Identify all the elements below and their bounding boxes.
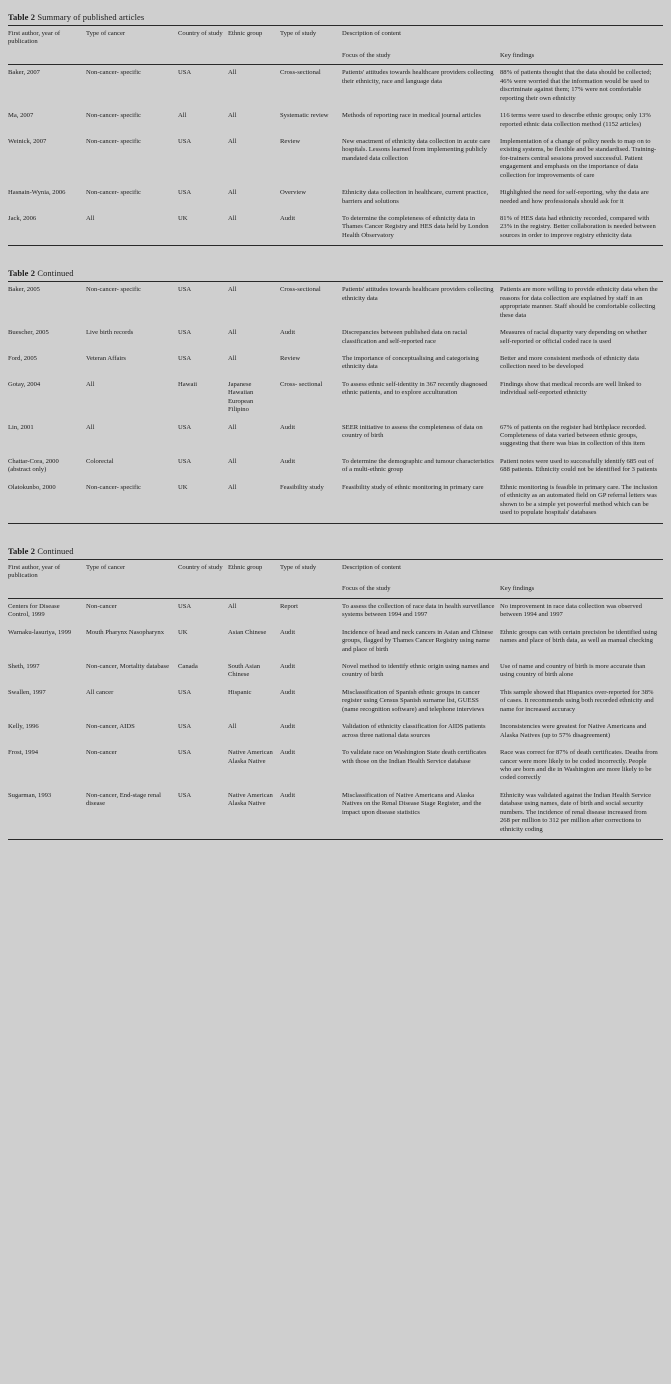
table-caption (8, 546, 663, 556)
subheader-blank-1 (86, 49, 178, 65)
table-header-row (8, 559, 663, 582)
cell-author: Lin, 2001 (8, 423, 34, 431)
header-type-of-study: Type of study (280, 26, 342, 49)
cell-focus: Validation of ethnicity classification for AIDS patients across three national data sources (342, 723, 486, 739)
cell-author: Baker, 2005 (8, 282, 86, 325)
cell-cancer: Non-cancer, End-stage renal disease (86, 788, 178, 840)
cell-study: Audit (280, 688, 296, 696)
cell-author: Hasnain-Wynia, 2006 (8, 189, 66, 197)
header-type-of-study: Type of study (280, 559, 342, 582)
cell-findings: Patient notes were used to successfully identify 685 out of 688 patients. Ethnicity could not be identified for 3 patients (500, 457, 658, 474)
cell-study: Report (280, 602, 298, 610)
cell-focus: To determine the completeness of ethnicity data in Thames Cancer Registry and HES data held by London Health Observatory (342, 211, 500, 246)
cell-findings: Patients are more willing to provide ethnicity data when the reasons for data collection are explained by staff in an appropriate manner. Staff should be comfortable collecting these data (500, 282, 663, 325)
cell-focus: To assess ethnic self-identity in 367 recently diagnosed ethnic patients, and to explore acculturation (342, 380, 488, 397)
cell-focus: Incidence of head and neck cancers in Asian and Chinese groups, flagged by Thames Cancer Registry using name and place of birth (342, 628, 494, 653)
cell-ethnic: South Asian Chinese (228, 663, 261, 679)
header-country-of-study: Country of study (178, 26, 228, 49)
cell-country: Hawaii (178, 380, 198, 388)
cell-country: USA (178, 688, 192, 696)
cell-cancer: Colorectal (86, 457, 114, 465)
header-ethnic-group: Ethnic group (228, 559, 280, 582)
table-block-3 (0, 534, 671, 851)
cell-cancer: Non-cancer- specific (86, 137, 141, 145)
cell-country: USA (178, 602, 192, 610)
cell-cancer: Veteran Affairs (86, 354, 126, 362)
subheader-focus-of-study: Focus of the study (342, 49, 500, 65)
table-row (8, 108, 663, 134)
cell-study: Audit (280, 788, 342, 840)
cell-focus: Novel method to identify ethnic origin using names and country of birth (342, 663, 490, 679)
subheader-key-findings: Key findings (500, 582, 663, 598)
table-header-row (8, 26, 663, 49)
header-country-of-study: Country of study (178, 559, 228, 582)
cell-focus: SEER initiative to assess the completeness of data on country of birth (342, 423, 483, 439)
cell-author: Frost, 1994 (8, 749, 39, 757)
table-row (8, 420, 663, 454)
cell-cancer: All (86, 423, 95, 431)
cell-cancer: Non-cancer, Mortality database (86, 663, 170, 670)
cell-ethnic: All (228, 112, 237, 120)
table-row (8, 325, 663, 351)
cell-study: Overview (280, 189, 306, 197)
cell-cancer: Non-cancer- specific (86, 69, 141, 77)
subheader-blank-0 (8, 49, 86, 65)
cell-findings: Use of name and country of birth is more accurate than using country of birth alone (500, 663, 646, 679)
subheader-blank-3 (228, 49, 280, 65)
cell-study: Audit (280, 723, 296, 731)
table-block-2 (0, 256, 671, 533)
cell-focus: Discrepancies between published data on racial classification and self-reported race (342, 329, 468, 345)
cell-cancer: Non-cancer (86, 749, 117, 757)
cell-study: Audit (280, 628, 296, 636)
table-row (8, 685, 663, 719)
cell-author: Swallen, 1997 (8, 688, 46, 696)
cell-author: Ford, 2005 (8, 354, 37, 362)
cell-author: Chattar-Cora, 2000 (abstract only) (8, 457, 59, 474)
cell-author: Ma, 2007 (8, 112, 34, 120)
cell-ethnic: All (228, 137, 237, 145)
cell-country: USA (178, 137, 192, 145)
cell-findings: Findings show that medical records are well linked to individual self-reported ethnicity (500, 380, 642, 397)
cell-country: USA (178, 423, 192, 431)
cell-findings: Measures of racial disparity vary depending on whether self-reported or official coded race is used (500, 329, 648, 345)
cell-ethnic: All (228, 354, 237, 362)
cell-study: Cross-sectional (280, 69, 321, 77)
subheader-blank-2 (178, 49, 228, 65)
table-row (8, 211, 663, 246)
cell-study: Audit (280, 663, 296, 670)
cell-cancer: Non-cancer- specific (86, 112, 141, 120)
cell-focus: New enactment of ethnicity data collection in acute care hospitals. Lessons learned from implementing publicly mandated data collection (342, 137, 491, 162)
cell-ethnic: Japanese Hawaiian European Filipino (228, 380, 254, 414)
cell-focus: To validate race on Washington State death certificates with those on the Indian Health Service database (342, 749, 487, 765)
cell-ethnic: All (228, 480, 280, 523)
cell-focus: To determine the demographic and tumour characteristics of a multi-ethnic group (342, 457, 494, 474)
subheader-blank-1 (86, 582, 178, 598)
cell-ethnic: Native American Alaska Native (228, 788, 280, 840)
header-type-of-cancer: Type of cancer (86, 559, 178, 582)
cell-findings: Ethnic monitoring is feasible in primary care. The inclusion of ethnicity as an automated field on GP referral letters was shown to be a simple yet powerful method which can be used to populate hospitals' databases (500, 480, 663, 523)
cell-cancer: All cancer (86, 688, 114, 696)
cell-findings: Race was correct for 87% of death certificates. Deaths from cancer were more likely to be coded incorrectly. People who are born and die in Washington are more likely to be coded correctly (500, 749, 658, 782)
table-row (8, 598, 663, 624)
cell-focus: Misclassification of Spanish ethnic groups in cancer register using Census Spanish surname list, GUESS (name recognition software) and telephone interviews (342, 688, 485, 713)
cell-country: Canada (178, 663, 198, 670)
cell-ethnic: Native American Alaska Native (228, 749, 273, 765)
cell-author: Buescher, 2005 (8, 329, 49, 337)
cell-findings: This sample showed that Hispanics over-reported for 38% of cases. It recommends using both recorded ethnicity and name for increased accuracy (500, 688, 654, 713)
cell-findings: Implementation of a change of policy needs to map on to existing systems, be flexible and be standardised. Training-for-trainers central sessions proved successful. Patient engagement and emphasis on the importance of data collection for improvements of care (500, 137, 657, 179)
cell-ethnic: All (228, 602, 237, 610)
summary-table-2 (8, 281, 663, 523)
cell-cancer: Non-cancer- specific (86, 480, 178, 523)
cell-country: All (178, 112, 187, 120)
cell-country: USA (178, 329, 192, 337)
table-row (8, 377, 663, 420)
cell-study: Feasibility study (280, 480, 342, 523)
table-caption (8, 12, 663, 22)
cell-ethnic: Hispanic (228, 688, 252, 696)
cell-country: UK (178, 628, 188, 636)
cell-study: Review (280, 354, 301, 362)
cell-study: Systematic review (280, 112, 329, 120)
table-row (8, 659, 663, 685)
cell-findings: Ethnic groups can with certain precision be identified using names and place of birth data, as well as manual checking (500, 628, 658, 645)
table-row (8, 185, 663, 211)
cell-country: USA (178, 189, 192, 197)
cell-ethnic: All (228, 69, 237, 77)
table-row (8, 351, 663, 377)
cell-study: Audit (280, 749, 296, 757)
header-first-author: First author, year of publication (8, 559, 86, 582)
header-description-of-content: Description of content (342, 26, 663, 49)
cell-author: Gotay, 2004 (8, 380, 41, 388)
table-caption-text: Summary of published articles (37, 12, 145, 22)
cell-cancer: Non-cancer- specific (86, 282, 178, 325)
cell-ethnic: All (228, 211, 280, 246)
cell-cancer: Mouth Pharynx Nasopharynx (86, 628, 165, 636)
cell-author: Weinick, 2007 (8, 137, 47, 145)
subheader-key-findings: Key findings (500, 49, 663, 65)
cell-findings: 88% of patients thought that the data should be collected; 46% were worried that the information would be used to discriminate against them; 17% were not comfortable reporting their own ethnicity (500, 69, 652, 102)
cell-ethnic: All (228, 723, 237, 731)
cell-cancer: All (86, 211, 178, 246)
cell-findings: Highlighted the need for self-reporting, why the data are needed and how professionals should ask for it (500, 189, 649, 205)
cell-country: USA (178, 282, 228, 325)
cell-study: Audit (280, 329, 296, 337)
cell-author: Sugarman, 1993 (8, 788, 86, 840)
cell-author: Olatokunbo, 2000 (8, 480, 86, 523)
subheader-blank-0 (8, 582, 86, 598)
cell-ethnic: All (228, 423, 237, 431)
table-caption-text: Continued (37, 268, 74, 279)
cell-country: USA (178, 788, 228, 840)
cell-focus: Patients' attitudes towards healthcare providers collecting their ethnicity, race and language data (342, 69, 494, 85)
cell-author: Centers for Disease Control, 1999 (8, 602, 60, 619)
header-type-of-cancer: Type of cancer (86, 26, 178, 49)
subheader-blank-4 (280, 49, 342, 65)
cell-cancer: Non-cancer, AIDS (86, 723, 135, 731)
cell-country: USA (178, 457, 192, 465)
cell-author: Kelly, 1996 (8, 723, 39, 731)
cell-ethnic: All (228, 329, 237, 337)
cell-focus: Feasibility study of ethnic monitoring in primary care (342, 480, 500, 523)
table-caption-label: Table 2 (8, 268, 36, 279)
cell-ethnic: All (228, 457, 237, 465)
table-caption (8, 268, 663, 278)
cell-findings: 67% of patients on the register had birthplace recorded. Completeness of data varied between ethnic groups, suggesting that there was bias in collection of this item (500, 423, 647, 448)
cell-author: Warnaku-lasuriya, 1999 (8, 628, 72, 636)
table-row (8, 65, 663, 108)
cell-focus: Methods of reporting race in medical journal articles (342, 112, 481, 120)
table-row (8, 282, 663, 325)
cell-focus: Misclassification of Native Americans and Alaska Natives on the Renal Disease Stage Register, and the impact upon disease statistics (342, 788, 500, 840)
cell-country: USA (178, 749, 192, 757)
table-block-1 (0, 0, 671, 256)
cell-study: Audit (280, 457, 296, 465)
cell-findings: 116 terms were used to describe ethnic groups; only 13% reported ethnic data collection method (1152 articles) (500, 112, 651, 128)
table-row (8, 454, 663, 480)
header-ethnic-group: Ethnic group (228, 26, 280, 49)
cell-findings: Inconsistencies were greatest for Native Americans and Alaska Natives (up to 57% disagreement) (500, 723, 647, 739)
cell-study: Audit (280, 211, 342, 246)
cell-findings: 81% of HES data had ethnicity recorded, compared with 23% in the registry. Better collaboration is needed between sources in order to improve registry ethnicity data (500, 211, 663, 246)
header-description-of-content: Description of content (342, 559, 663, 582)
cell-findings: Better and more consistent methods of ethnicity data collection need to be developed (500, 354, 639, 371)
header-first-author: First author, year of publication (8, 26, 86, 49)
cell-study: Review (280, 137, 301, 145)
table-row (8, 745, 663, 788)
summary-table-3 (8, 559, 663, 841)
cell-author: Baker, 2007 (8, 69, 40, 77)
cell-cancer: Live birth records (86, 329, 134, 337)
summary-table-1 (8, 25, 663, 246)
cell-focus: Ethnicity data collection in healthcare, current practice, barriers and solutions (342, 189, 489, 205)
table-caption-text: Continued (37, 545, 74, 556)
cell-country: UK (178, 211, 228, 246)
cell-author: Sheth, 1997 (8, 663, 40, 670)
table-caption-label: Table 2 (8, 545, 36, 556)
subheader-blank-3 (228, 582, 280, 598)
subheader-focus-of-study: Focus of the study (342, 582, 500, 598)
cell-cancer: All (86, 380, 95, 388)
table-row (8, 719, 663, 745)
cell-country: USA (178, 69, 192, 77)
cell-cancer: Non-cancer (86, 602, 117, 610)
cell-ethnic: All (228, 282, 280, 325)
cell-ethnic: All (228, 189, 237, 197)
cell-study: Audit (280, 423, 296, 431)
cell-findings: Ethnicity was validated against the Indian Health Service database using names, date of birth and social security numbers. The incidence of renal disease increased from 268 per million to 312 per million after corrections to ethnicity coding (500, 788, 663, 840)
table-caption-label: Table 2 (8, 12, 36, 22)
subheader-blank-2 (178, 582, 228, 598)
cell-study: Cross-sectional (280, 282, 342, 325)
cell-findings: No improvement in race data collection was observed between 1994 and 1997 (500, 602, 642, 619)
cell-country: USA (178, 723, 192, 731)
cell-focus: To assess the collection of race data in health surveillance systems between 1994 and 1997 (342, 602, 495, 619)
table-row (8, 480, 663, 523)
cell-focus: Patients' attitudes towards healthcare providers collecting ethnicity data (342, 282, 500, 325)
table-row (8, 134, 663, 185)
table-subheader-row (8, 49, 663, 65)
cell-focus: The importance of conceptualising and categorising ethnicity data (342, 354, 479, 371)
cell-cancer: Non-cancer- specific (86, 189, 141, 197)
cell-ethnic: Asian Chinese (228, 628, 267, 636)
cell-country: UK (178, 480, 228, 523)
table-row (8, 788, 663, 840)
table-subheader-row (8, 582, 663, 598)
table-row (8, 625, 663, 659)
cell-author: Jack, 2006 (8, 211, 86, 246)
cell-study: Cross- sectional (280, 380, 323, 388)
cell-country: USA (178, 354, 192, 362)
subheader-blank-4 (280, 582, 342, 598)
